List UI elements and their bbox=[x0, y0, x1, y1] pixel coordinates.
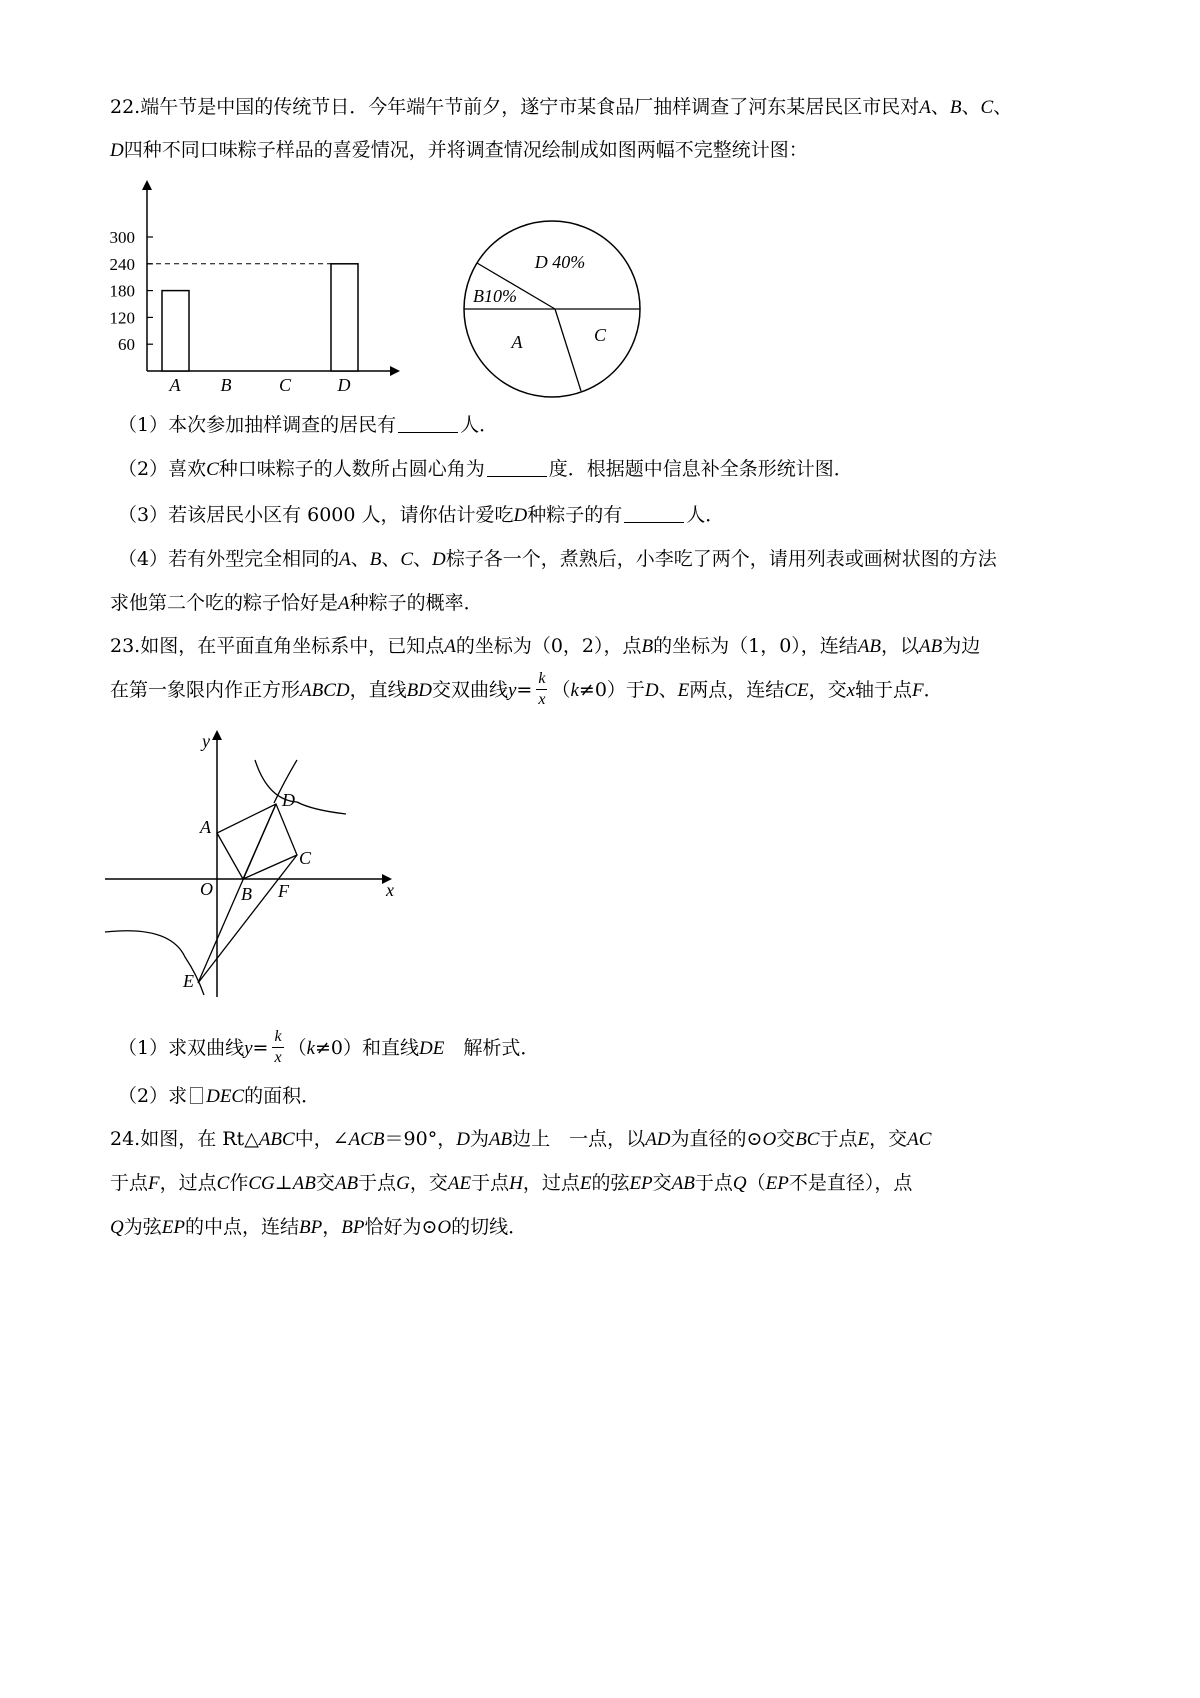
label-x: x bbox=[386, 880, 394, 900]
line-ac bbox=[243, 804, 276, 879]
q22-sub1: （1）本次参加抽样调查的居民有 人． bbox=[118, 414, 499, 436]
fraction-k-over-x-2: $\frac{k}{x}$ bbox=[274, 1027, 282, 1066]
bar-chart bbox=[100, 178, 410, 408]
bar-D bbox=[331, 264, 358, 371]
pie-label-d: D 40% bbox=[534, 252, 586, 272]
x-tick-label-C: C bbox=[278, 375, 292, 395]
x-tick-label-A: A bbox=[169, 375, 181, 395]
bar-x-axis-arrow bbox=[390, 366, 400, 376]
fraction-k-over-x: $\frac{k}{x}$ bbox=[538, 669, 546, 708]
pie-label-c: C bbox=[593, 325, 607, 345]
coordinate-figure bbox=[100, 725, 410, 1010]
y-axis-arrow bbox=[212, 730, 222, 740]
q22-sub4-line2: 求他第二个吃的粽子恰好是A种粽子的概率． bbox=[110, 592, 483, 614]
pie-chart bbox=[455, 213, 655, 403]
q24-stem-line3: Q为弦EP的中点，连结BP，BP恰好为⊙O的切线． bbox=[110, 1216, 528, 1238]
x-tick-label-D: D bbox=[337, 375, 351, 395]
q22-stem-line2: D四种不同口味粽子样品的喜爱情况，并将调查情况绘制成如图两幅不完整统计图： bbox=[110, 139, 808, 161]
q23-sub1: （1）求双曲线y= $\frac{k}{x}$ （k≠0）和直线DE 解析式． bbox=[118, 1027, 540, 1066]
q22-sub2: （2）喜欢C种口味粽子的人数所占圆心角为 度．根据题中信息补全条形统计图． bbox=[118, 458, 853, 480]
answer-blank-1[interactable] bbox=[398, 414, 458, 433]
q24-stem-line1: 24.如图，在 Rt△ABC中，∠ACB＝90°，D为AB边上 一点，以AD为直径的⊙O交BC于点E，交AC bbox=[110, 1128, 932, 1150]
q23-stem-line2: 在第一象限内作正方形ABCD，直线BD交双曲线y= $\frac{k}{x}$ （k≠0）于D、E两点，连结CE，交x轴于点F． bbox=[110, 669, 943, 708]
y-tick-label-300: 300 bbox=[109, 228, 135, 247]
label-y: y bbox=[202, 731, 210, 751]
label-c: C bbox=[299, 848, 312, 868]
label-d: D bbox=[282, 790, 295, 810]
x-tick-label-B: B bbox=[220, 375, 232, 395]
answer-blank-2[interactable] bbox=[487, 458, 547, 477]
y-tick-label-120: 120 bbox=[109, 308, 135, 328]
pie-label-b: B10% bbox=[473, 286, 517, 306]
y-tick-label-180: 180 bbox=[109, 281, 135, 301]
pie-label-a: A bbox=[511, 332, 523, 352]
q24-stem-line2: 于点F，过点C作CG⊥AB交AB于点G，交AE于点H，过点E的弦EP交AB于点Q（EP不是直径），点 bbox=[110, 1172, 913, 1194]
q22-stem-line1: 22.端午节是中国的传统节日．今年端午节前夕，遂宁市某食品厂抽样调查了河东某居民区市民对A、B、C、 bbox=[110, 96, 1013, 118]
label-f: F bbox=[278, 881, 289, 901]
pie-divider-a-c bbox=[555, 309, 581, 391]
square-abcd bbox=[217, 804, 297, 879]
q23-sub2: （2）求 DEC的面积． bbox=[118, 1085, 321, 1107]
q23-stem-line1: 23.如图，在平面直角坐标系中，已知点A的坐标为（0，2），点B的坐标为（1，0），连结AB，以AB为边 bbox=[110, 635, 981, 657]
bar-y-axis-arrow bbox=[142, 180, 152, 190]
label-a: A bbox=[200, 817, 211, 837]
line-ce bbox=[198, 855, 297, 983]
bar-A bbox=[162, 291, 189, 371]
q22-sub4-line1: （4）若有外型完全相同的A、B、C、D棕子各一个，煮熟后，小李吃了两个，请用列表或画树状图的方法 bbox=[118, 548, 997, 570]
missing-glyph-box bbox=[190, 1087, 203, 1104]
label-b: B bbox=[241, 884, 252, 904]
y-tick-label-240: 240 bbox=[109, 254, 135, 274]
answer-blank-3[interactable] bbox=[624, 504, 684, 523]
label-e: E bbox=[183, 971, 194, 991]
q22-sub3: （3）若该居民小区有 6000 人，请你估计爱吃D种粽子的有 人． bbox=[118, 504, 725, 526]
hyperbola-branch-q1 bbox=[255, 760, 346, 814]
label-o: O bbox=[200, 879, 213, 899]
y-tick-label-60: 60 bbox=[118, 335, 135, 355]
